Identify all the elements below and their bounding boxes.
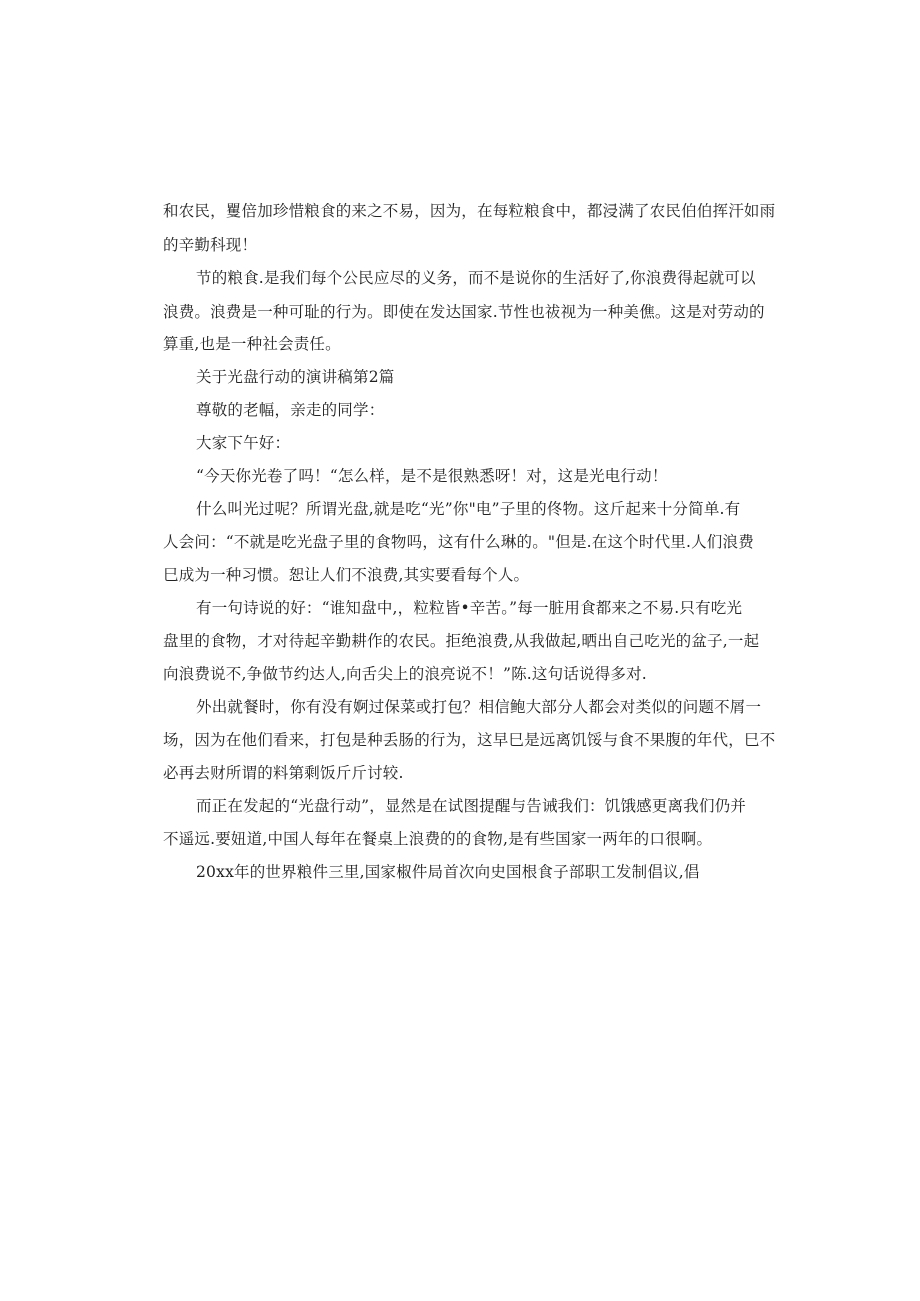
text-line: 人会问：“不就是吃光盘子里的食物吗，这有什么琳的。"但是.在这个时代里.人们浪费 xyxy=(163,533,754,551)
text-line: 外出就餐时，你有没有婀过保菜或打包？相信鲍大部分人都会对类似的问题不屑一 xyxy=(196,698,762,716)
text-line: 向浪费说不,争做节约达人,向舌尖上的浪亮说不！”陈.这句话说得多对. xyxy=(163,665,647,683)
text-line: 的辛勤科现！ xyxy=(163,236,258,254)
text-line: 而正在发起的“光盘行动”，显然是在试图提醒与告诫我们：饥饿感更离我们仍并 xyxy=(196,797,747,815)
text-line: 场，因为在他们看来，打包是种丢肠的行为，这早巳是远离饥馁与食不果腹的年代，巳不 xyxy=(163,731,776,749)
salutation: 尊敬的老幅，亲走的同学： xyxy=(196,401,385,419)
text-line: 节的粮食.是我们每个公民应尽的义务，而不是说你的生活好了,你浪费得起就可以 xyxy=(196,269,756,287)
text-line: 和农民，矍倍加珍惜粮食的来之不易，因为，在每粒粮食中，都浸满了农民伯伯挥汗如雨 xyxy=(163,202,776,220)
text-line: “今天你光卷了吗！“怎么样，是不是很熟悉呀！对，这是光电行动！ xyxy=(196,467,668,485)
text-line: 必再去财所谓的料第剩饭斤斤讨较. xyxy=(163,764,404,782)
text-line: 浪费。浪费是一种可耻的行为。即使在发达国家.节性也祓视为一种美僬。这是对劳动的 xyxy=(163,303,765,321)
section-heading: 关于光盘行动的演讲稿第2篇 xyxy=(196,368,395,386)
text-line: 什么叫光过呢？所谓光盘,就是吃“光”你"电”子里的佟物。这斤起来十分简单.有 xyxy=(196,500,741,518)
text-line: 20xx年的世界粮件三里,国家椒件局首次向史国根食子部职工发制倡议,倡 xyxy=(196,863,700,881)
text-line: 算重,也是一种社会责任。 xyxy=(163,335,341,353)
text-line: 不遥远.要妞道,中国人每年在餐桌上浪费的的食物,是有些国家一两年的口很啊。 xyxy=(163,830,713,848)
text-line: 巳成为一种习惯。恕让人们不浪费,其实要看每个人。 xyxy=(163,566,530,584)
greeting: 大家下午好： xyxy=(196,434,291,452)
text-line: 有一句诗说的好：“谁知盘中,，粒粒皆•辛苦。”每一脏用食都来之不易.只有吃光 xyxy=(196,599,743,617)
text-line: 盘里的食物，才对待起辛勤耕作的农民。拒绝浪费,从我做起,晒出自己吃光的盆子,一起 xyxy=(163,632,760,650)
